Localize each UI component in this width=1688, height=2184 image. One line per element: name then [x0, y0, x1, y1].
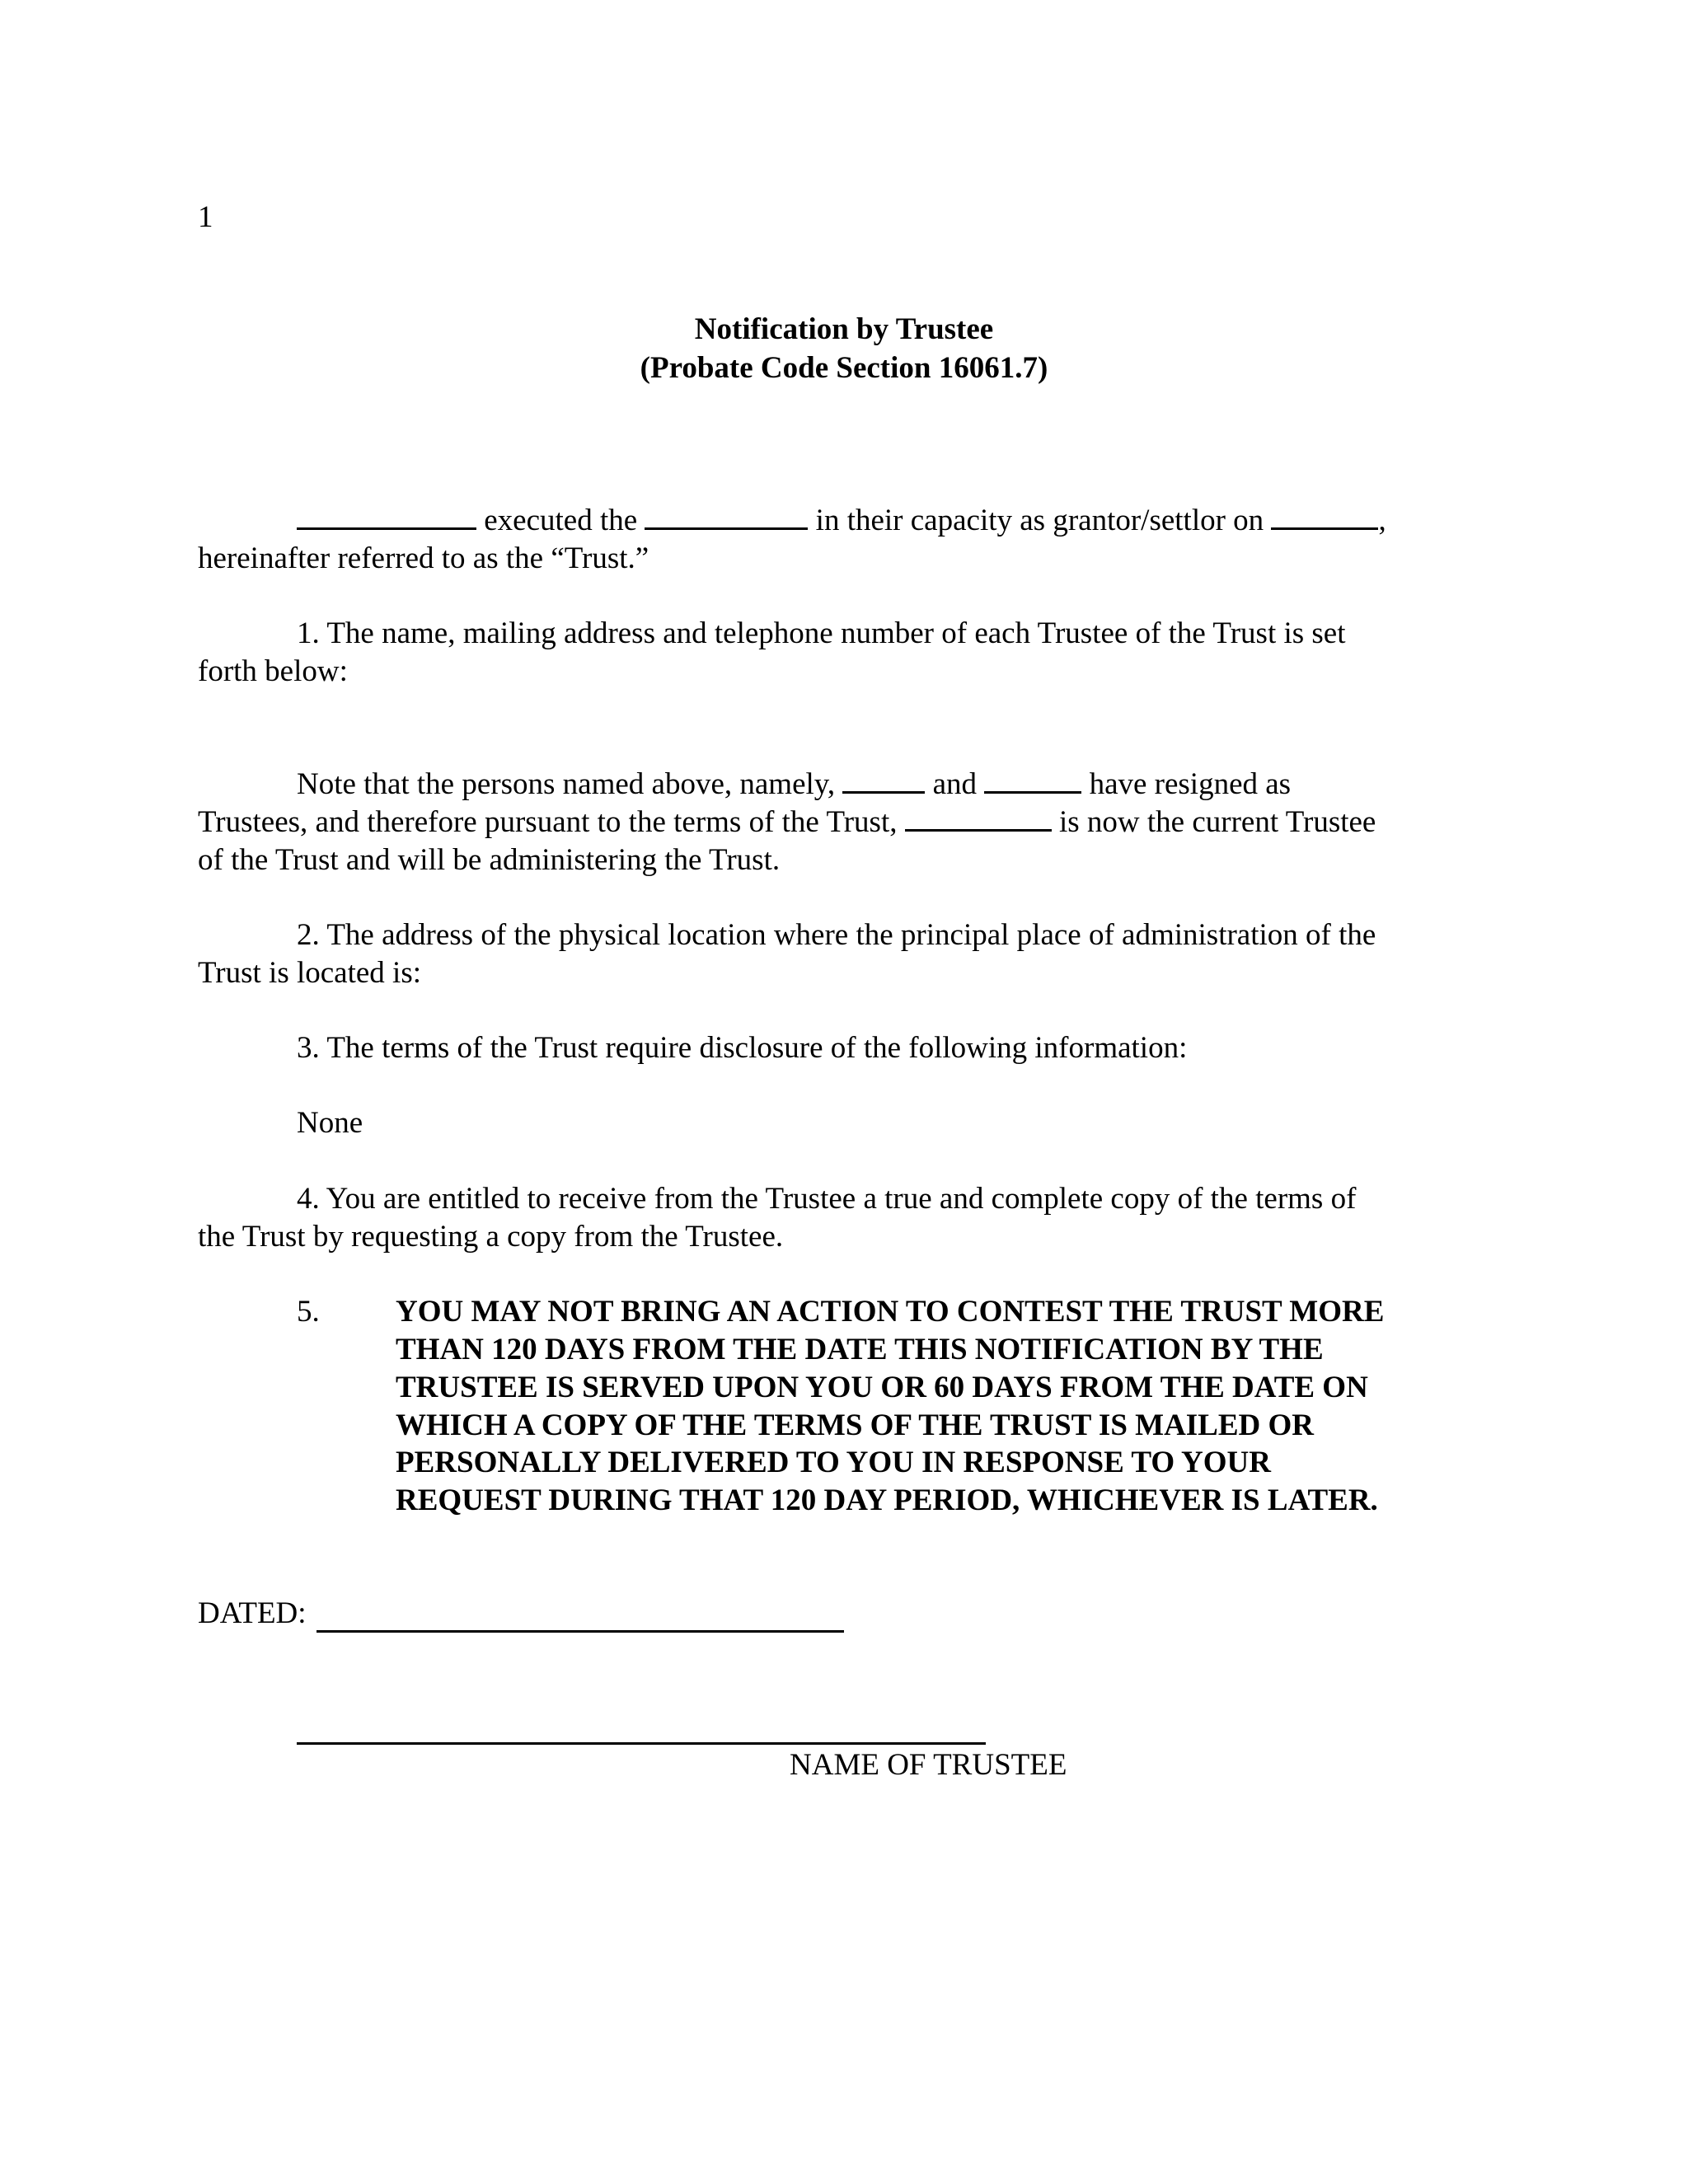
page-number: 1 — [198, 200, 213, 234]
note-and: and — [932, 767, 978, 801]
dated-signature-line[interactable] — [316, 1630, 844, 1633]
note-line-3: of the Trust and will be administering the Trust. — [198, 843, 781, 877]
item-1-line-2: forth below: — [198, 654, 348, 688]
item-5-warning-line-4: WHICH A COPY OF THE TERMS OF THE TRUST IS MAILED OR — [396, 1408, 1315, 1442]
intro-line-2: hereinafter referred to as the “Trust.” — [198, 541, 649, 575]
resigned-trustee-1-blank[interactable] — [842, 766, 925, 794]
item-5-number: 5. — [297, 1295, 320, 1329]
intro-line-1 — [297, 502, 1386, 540]
item-1-line-1: 1. The name, mailing address and telephone number of each Trustee of the Trust is set — [297, 616, 1346, 650]
current-trustee-blank[interactable] — [905, 804, 1052, 832]
item-5-warning-line-6: REQUEST DURING THAT 120 DAY PERIOD, WHICHEVER IS LATER. — [396, 1483, 1378, 1517]
item-4-line-1: 4. You are entitled to receive from the Trustee a true and complete copy of the terms of — [297, 1182, 1357, 1216]
item-4-line-2: the Trust by requesting a copy from the Trustee. — [198, 1220, 784, 1254]
note-line-2-prefix: Trustees, and therefore pursuant to the terms of the Trust, — [198, 805, 898, 839]
trustee-name-label: NAME OF TRUSTEE — [790, 1748, 1067, 1782]
document-title: Notification by Trustee — [694, 312, 994, 346]
item-5-warning-line-2: THAN 120 DAYS FROM THE DATE THIS NOTIFICATION BY THE — [396, 1333, 1324, 1366]
trust-date-blank[interactable] — [1271, 503, 1378, 530]
intro-executed-text: executed the — [484, 504, 638, 537]
item-5-warning-line-3: TRUSTEE IS SERVED UPON YOU OR 60 DAYS FROM THE DATE ON — [396, 1371, 1368, 1404]
resigned-trustee-2-blank[interactable] — [984, 766, 1081, 794]
item-5-warning-line-1: YOU MAY NOT BRING AN ACTION TO CONTEST THE TRUST MORE — [396, 1295, 1385, 1329]
grantor-name-blank[interactable] — [297, 503, 476, 530]
note-line-2-suffix: is now the current Trustee — [1059, 805, 1376, 839]
note-line-2 — [198, 804, 1376, 841]
dated-label: DATED: — [198, 1596, 307, 1630]
item-2-line-2: Trust is located is: — [198, 956, 422, 990]
document-subtitle: (Probate Code Section 16061.7) — [640, 351, 1048, 385]
item-3-line-1: 3. The terms of the Trust require disclosure of the following information: — [297, 1031, 1188, 1065]
trust-name-blank[interactable] — [645, 503, 808, 530]
note-resigned: have resigned as — [1089, 767, 1292, 801]
item-2-line-1: 2. The address of the physical location where the principal place of administration of the — [297, 918, 1376, 952]
disclosure-none: None — [297, 1106, 363, 1140]
note-line-1 — [297, 766, 1291, 804]
intro-capacity-text: in their capacity as grantor/settlor on — [815, 504, 1264, 537]
intro-comma: , — [1378, 504, 1386, 537]
trustee-signature-line[interactable] — [297, 1742, 986, 1745]
item-5-warning-line-5: PERSONALLY DELIVERED TO YOU IN RESPONSE TO YOUR — [396, 1446, 1271, 1479]
note-prefix: Note that the persons named above, namely, — [297, 767, 836, 801]
